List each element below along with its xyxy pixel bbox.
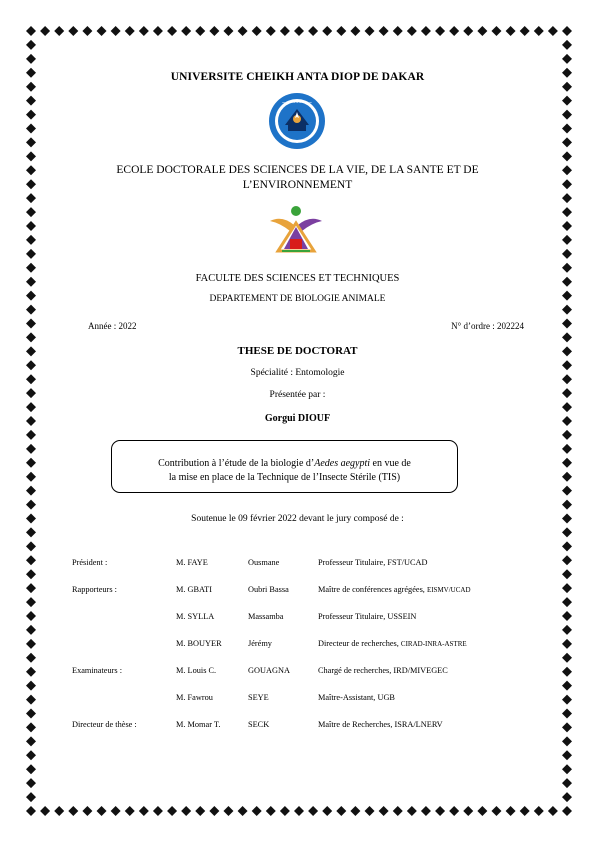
- jury-position-text: Professeur Titulaire, USSEIN: [318, 612, 417, 621]
- jury-name-first: M. Fawrou: [176, 693, 213, 702]
- jury-name-second: Jérémy: [248, 639, 272, 648]
- jury-affiliation: CIRAD-INRA-ASTRE: [400, 640, 467, 648]
- jury-role: Directeur de thèse :: [72, 720, 137, 729]
- defense-statement: Soutenue le 09 février 2022 devant le jury composé de :: [191, 514, 404, 524]
- doctoral-school-name: ECOLE DOCTORALE DES SCIENCES DE LA VIE, DE LA SANTE ET DE L’ENVIRONNEMENT: [116, 164, 479, 191]
- department-name: DEPARTEMENT DE BIOLOGIE ANIMALE: [209, 294, 386, 304]
- jury-name-second: Massamba: [248, 612, 284, 621]
- jury-name-second: GOUAGNA: [248, 666, 290, 675]
- jury-position-text: Maître de Recherches, ISRA/LNERV: [318, 720, 443, 729]
- jury-position-text: Chargé de recherches, IRD/MIVEGEC: [318, 666, 448, 675]
- jury-role: Examinateurs :: [72, 666, 122, 675]
- jury-name-second: SEYE: [248, 693, 269, 702]
- jury-position: [318, 693, 395, 702]
- jury-role: Président :: [72, 558, 108, 567]
- jury-position-text: Professeur Titulaire, FST/UCAD: [318, 558, 428, 567]
- jury-name-first: M. SYLLA: [176, 612, 215, 621]
- author-name: Gorgui DIOUF: [264, 413, 331, 424]
- jury-position-text: Maître-Assistant, UGB: [318, 693, 395, 702]
- presented-by: Présentée par :: [269, 390, 326, 400]
- jury-position-text: Directeur de recherches,: [318, 639, 401, 648]
- jury-name-second: Oubri Bassa: [248, 585, 289, 594]
- jury-position: [318, 666, 448, 675]
- jury-name-first: M. FAYE: [176, 558, 208, 567]
- thesis-title: [112, 457, 457, 485]
- thesis-title-part2: en vue de: [370, 458, 411, 469]
- jury-position: [318, 558, 427, 567]
- year-label: Année : 2022: [88, 321, 137, 331]
- jury-name-first: M. BOUYER: [176, 639, 222, 648]
- jury-position: [318, 720, 443, 729]
- thesis-title-species: Aedes aegypti: [314, 458, 371, 469]
- thesis-title-part1: Contribution à l’étude de la biologie d’: [158, 458, 315, 469]
- doctoral-school-logo: [268, 205, 324, 253]
- thesis-type: THESE DE DOCTORAT: [237, 345, 358, 357]
- jury-position: [318, 585, 471, 594]
- svg-text:~~~~~~~~~: ~~~~~~~~~: [281, 100, 313, 105]
- jury-position: [318, 639, 467, 648]
- jury-name-first: M. Momar T.: [176, 720, 221, 729]
- jury-name-first: M. Louis C.: [176, 666, 217, 675]
- specialty: Spécialité : Entomologie: [250, 368, 345, 378]
- university-seal-logo: [268, 92, 326, 150]
- order-number: N° d’ordre : 202224: [451, 321, 524, 331]
- jury-name-first: M. GBATI: [176, 585, 212, 594]
- university-name: UNIVERSITE CHEIKH ANTA DIOP DE DAKAR: [170, 71, 425, 83]
- faculty-name: FACULTE DES SCIENCES ET TECHNIQUES: [195, 273, 400, 284]
- thesis-title-box: [111, 440, 458, 493]
- jury-position: [318, 612, 416, 621]
- thesis-title-line2: la mise en place de la Technique de l’Insecte Stérile (TIS): [168, 472, 401, 483]
- jury-name-second: Ousmane: [248, 558, 280, 567]
- jury-role: Rapporteurs :: [72, 585, 117, 594]
- jury-position-text: Maître de conférences agrégées,: [318, 585, 427, 594]
- jury-affiliation: EISMV/UCAD: [426, 586, 471, 594]
- jury-name-second: SECK: [248, 720, 270, 729]
